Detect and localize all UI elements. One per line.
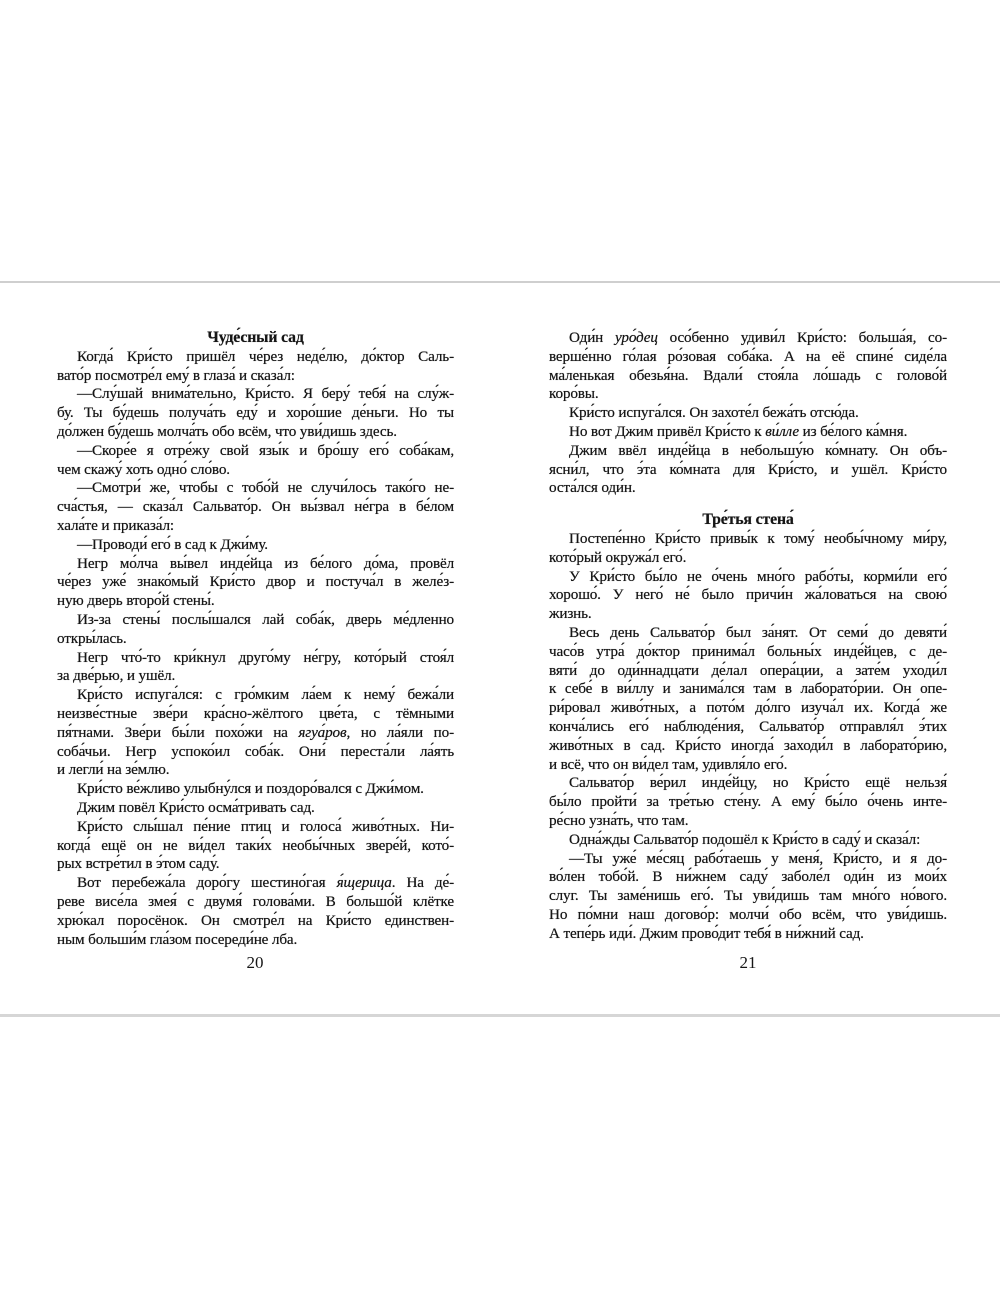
text-line: во́лен тобо́й. В ни́жнем саду́ заболе́л оди́н из мои́х [549, 868, 947, 886]
paragraph [57, 649, 454, 687]
text-line: Негр мо́лча вы́вел инде́йца из бе́лого до́ма, провёл [77, 554, 454, 572]
italic-term: ви́лле [765, 422, 799, 440]
text-line [57, 874, 454, 893]
right-page-text [549, 329, 947, 944]
paragraph [549, 442, 947, 498]
paragraph [57, 385, 454, 441]
paragraph [57, 536, 454, 555]
text-line: ную дверь второ́й стены́. [57, 592, 215, 610]
text-line: ным больши́м гла́зом посереди́не лба. [57, 930, 298, 948]
text-line: Одна́жды Сальвато́р подошёл к Кри́сто в саду́ и сказа́л: [569, 830, 921, 848]
paragraph [549, 850, 947, 944]
text-segment: Вот перебежа́ла доро́гу шестино́гая [77, 874, 337, 892]
text-line: —Скоре́е я отре́жу свой язы́к и бро́шу его́ соба́кам, [77, 441, 454, 459]
text-line: —Слу́шай внима́тельно, Кри́сто. Я беру́ тебя́ на слу́ж- [77, 385, 454, 403]
paragraph [57, 799, 454, 818]
spread-bottom-divider [0, 1014, 1000, 1017]
text-line: коро́вы. [549, 385, 599, 403]
text-line: живо́тных в сад. Кри́сто иногда́ заходи́л в лаборато́рию, [549, 736, 947, 754]
text-line: и легли́ на зе́млю. [57, 761, 170, 779]
italic-term: я́щерица [336, 874, 392, 892]
paragraph [57, 348, 454, 386]
text-segment: Оди́н [569, 329, 615, 346]
right-page-number: 21 [739, 953, 757, 972]
text-line: Сальвато́р ве́рил инде́йцу, но Кри́сто ещё нельзя́ [569, 774, 947, 792]
text-line: Кри́сто испуга́лся. Он захоте́л бежа́ть отсю́да. [569, 404, 859, 422]
text-line: хорошо́. У него́ не́ было причи́н жа́ловаться на свою́ [549, 586, 947, 604]
text-segment: . На де́- [391, 874, 454, 892]
paragraph [57, 686, 454, 780]
text-line: ясни́л, что э́та ко́мната для Кри́сто, и ушёл. Кри́сто [549, 460, 947, 478]
text-segment: осо́бенно удиви́л Кри́сто: больша́я, со- [657, 329, 947, 346]
chapter-title: Чуде́сный сад [207, 329, 304, 346]
text-line: —Проводи́ его́ в сад к Джи́му. [77, 535, 268, 553]
text-line: Джим ввёл инде́йца в небольшу́ю ко́мнату. Он объ- [569, 441, 947, 459]
text-line: Когда́ Кри́сто пришёл че́рез неде́лю, до́ктор Саль- [77, 347, 454, 365]
text-line: вяти́ до оди́ннадцати де́лал опера́ции, а зате́м уходи́л [549, 661, 947, 679]
left-page-text [57, 329, 454, 949]
text-line: Весь день Сальвато́р был за́нят. От семи́ до девяти́ [569, 623, 947, 641]
text-line: Кри́сто ве́жливо улыбну́лся и поздоро́вался с Джи́мом. [77, 780, 424, 798]
text-segment: пя́тнами. Зве́ри бы́ли похо́жи на [57, 723, 299, 741]
text-line [549, 329, 947, 348]
text-line: Негр что́-то кри́кнул друго́му не́гру, кото́рый стоя́л [77, 648, 454, 666]
left-page-number: 20 [246, 953, 264, 972]
text-line: Постепе́нно Кри́сто привы́к к тому́ необы́чному ми́ру, [569, 529, 947, 547]
text-line: оста́лся оди́н. [549, 479, 636, 497]
chapter-title: Тре́тья стена́ [702, 511, 794, 529]
text-segment: Но вот Джим привёл Кри́сто к [569, 422, 766, 440]
paragraph [549, 329, 947, 404]
text-line: хрю́кал поросёнок. Он смотре́л на Кри́сто единствен- [57, 911, 454, 929]
text-line: Кри́сто слы́шал пе́ние птиц и голоса́ живо́тных. Ни- [77, 817, 454, 835]
paragraph [57, 479, 454, 535]
text-line: за две́рью, и ушёл. [57, 667, 176, 685]
text-line: бы́ло пройти́ за тре́тью сте́ну. А ему́ бы́ло о́чень инте- [549, 793, 947, 811]
text-line: кото́рый окружа́л его́. [549, 548, 687, 566]
text-line: до́лжен бу́дешь молча́ть обо всём, что уви́дишь здесь. [57, 422, 397, 440]
paragraph [549, 404, 947, 423]
text-line: соба́чьи. Негр успоко́ил соба́к. Они́ переста́ли ла́ять [57, 742, 454, 760]
paragraph [549, 568, 947, 624]
text-line: ри́ровал живо́тных, а пото́м до́лго изуча́л их. Когда́ же [549, 699, 947, 717]
text-line: неизве́стные зве́ри кра́сно-жёлтого цве́та, с тёмными [57, 704, 454, 722]
text-segment: из бе́лого ка́мня. [799, 422, 908, 440]
text-line: Кри́сто испуга́лся: с гро́мким ла́ем к нему́ бежа́ли [77, 686, 454, 704]
text-line: сча́стья, — сказа́л Сальвато́р. Он вы́звал не́гра в бе́лом [57, 498, 454, 516]
spread-top-divider [0, 281, 1000, 283]
text-line: и всё, что он ви́дел там, удивля́ло его́. [549, 755, 788, 773]
text-line: конча́лись его́ наблюде́ния, Сальвато́р отправля́л э́тих [549, 717, 947, 735]
text-line [57, 724, 454, 743]
paragraph [549, 530, 947, 568]
text-line: бу. Ты бу́дешь получа́ть еду́ и хоро́шие де́ньги. Но ты [57, 404, 454, 422]
text-line: жизнь. [549, 605, 592, 623]
paragraph [57, 555, 454, 611]
text-line: к себе́ в ви́ллу и занима́лся там в лаборато́рии. Он опе- [549, 680, 947, 698]
paragraph [57, 818, 454, 874]
text-line: ма́ленькая обезья́на. Вдали́ стоя́ла ло́шадь с голово́й [549, 366, 947, 384]
text-line: хала́те и приказа́л: [57, 516, 175, 534]
italic-term: ягуа́ров [298, 723, 347, 741]
paragraph [549, 624, 947, 774]
text-line [549, 423, 947, 442]
paragraph [57, 611, 454, 649]
paragraph [549, 774, 947, 830]
paragraph [57, 442, 454, 480]
text-line: вато́р посмотре́л ему́ в глаза́ и сказа́л: [57, 366, 295, 384]
text-line: —Смотри́ же, чтобы с тобо́й не случи́лось тако́го не- [77, 479, 454, 497]
text-line: ре́сно узна́ть, что там. [549, 811, 689, 829]
text-line: Но по́мни наш догово́р: молчи́ обо всём, что уви́дишь. [549, 905, 947, 923]
text-line: откры́лась. [57, 629, 127, 647]
text-line: слуг. Ты заме́нишь его́. Ты уви́дишь там мно́го но́вого. [549, 887, 947, 905]
text-line: когда́ ещё он не ви́дел таки́х необы́чных звере́й, кото́- [57, 836, 454, 854]
paragraph [549, 423, 947, 442]
text-line: реве висе́ла змея́ с двумя́ голова́ми. В большо́й клётке [57, 892, 454, 910]
text-line: чем скажу́ хоть одно́ сло́во. [57, 460, 230, 478]
text-segment: , но ла́яли по- [346, 723, 454, 741]
text-line: —Ты уже́ ме́сяц рабо́таешь у меня́, Кри́сто, и я до- [569, 849, 947, 867]
text-line: че́рез уже́ знако́мый Кри́сто двор и постуча́л в желе́з- [57, 573, 454, 591]
text-line: часо́в утра́ до́ктор принима́л больны́х инде́йцев, с де- [549, 642, 947, 660]
text-line: У Кри́сто бы́ло не о́чень мно́го рабо́ты, корми́ли его́ [569, 567, 947, 585]
text-line: Джим повёл Кри́сто осма́тривать сад. [77, 798, 315, 816]
paragraph [57, 874, 454, 949]
text-line: А тепе́рь иди́. Джим прово́дит тебя́ в ни́жний сад. [549, 924, 864, 942]
text-line: Из-за стены́ послы́шался лай соба́к, дверь ме́дленно [77, 610, 454, 628]
italic-term: уро́дец [614, 329, 658, 346]
text-line: рых встре́тил в э́том саду́. [57, 855, 220, 873]
text-line: верше́нно го́лая ро́зовая соба́ка. А на её спине́ сиде́ла [549, 347, 947, 365]
paragraph [57, 780, 454, 799]
paragraph [549, 831, 947, 850]
